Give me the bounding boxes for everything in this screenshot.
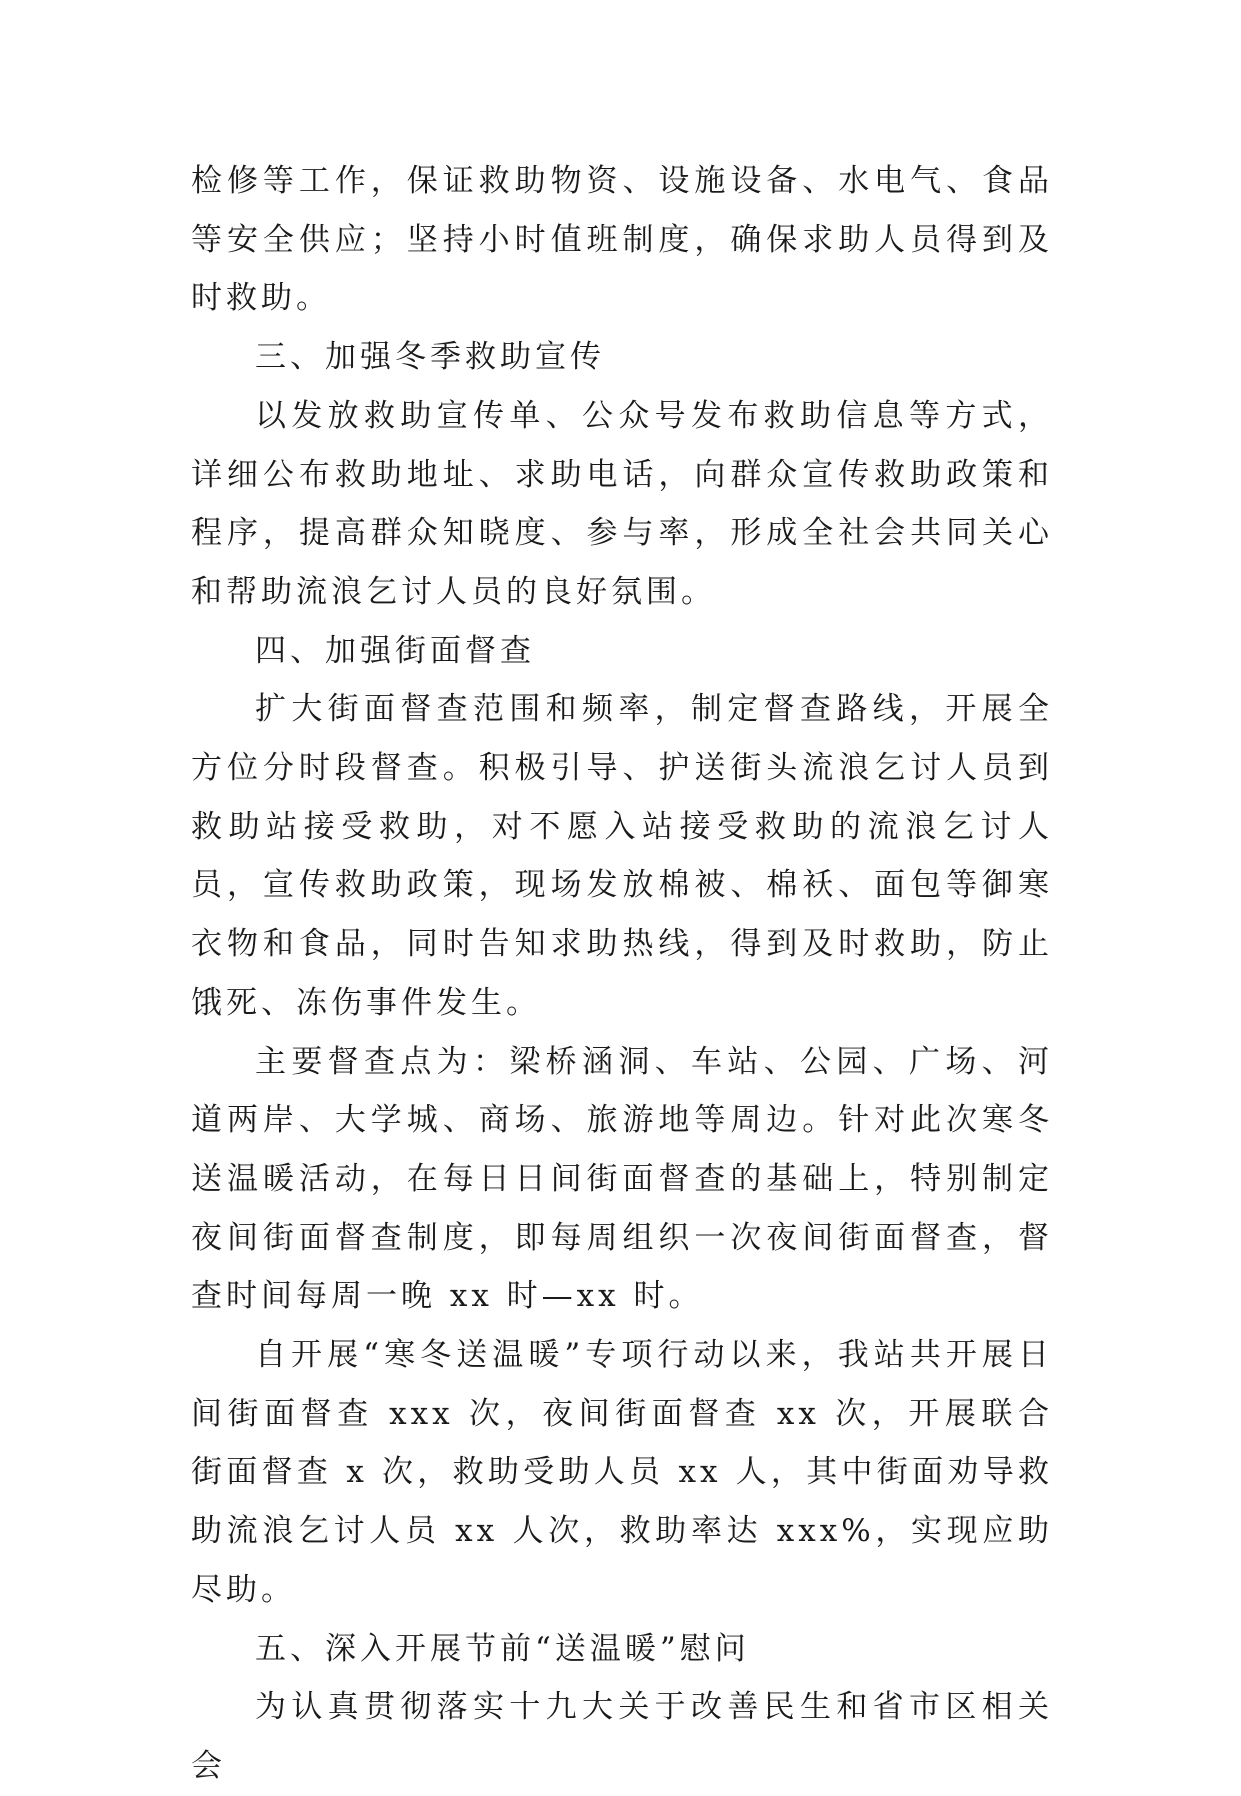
paragraph-implementation: 为认真贯彻落实十九大关于改善民生和省市区相关会	[191, 1689, 1053, 1784]
paragraph-continuation: 检修等工作，保证救助物资、设施设备、水电气、食品等安全供应；坚持小时值班制度，确保求助人员得到及时救助。	[191, 163, 1053, 317]
section-heading-4: 四、加强街面督查	[255, 632, 535, 669]
paragraph-street-inspection: 扩大街面督查范围和频率，制定督查路线，开展全方位分时段督查。积极引导、护送街头流浪乞讨人员到救助站接受救助，对不愿入站接受救助的流浪乞讨人员，宣传救助政策，现场发放棉被、棉袄、面包等御寒衣物和食品，同时告知求助热线，得到及时救助，防止饿死、冻伤事件发生。	[191, 691, 1053, 1021]
paragraph-publicity: 以发放救助宣传单、公众号发布救助信息等方式，详细公布救助地址、求助电话，向群众宣传救助政策和程序，提高群众知晓度、参与率，形成全社会共同关心和帮助流浪乞讨人员的良好氛围。	[191, 397, 1053, 610]
section-heading-3: 三、加强冬季救助宣传	[255, 339, 605, 376]
document-body	[191, 152, 1053, 1796]
paragraph-inspection-points: 主要督查点为：梁桥涵洞、车站、公园、广场、河道两岸、大学城、商场、旅游地等周边。针对此次寒冬送温暖活动，在每日日间街面督查的基础上，特别制定夜间街面督查制度，即每周组织一次夜间街面督查，督查时间每周一晚 xx 时—xx 时。	[191, 1043, 1053, 1315]
paragraph-statistics: 自开展“寒冬送温暖”专项行动以来，我站共开展日间街面督查 xxx 次，夜间街面督查 xx 次，开展联合街面督查 x 次，救助受助人员 xx 人，其中街面劝导救助流浪乞讨人员 xx 人次，救助率达 xxx%，实现应助尽助。	[191, 1337, 1053, 1608]
section-heading-5: 五、深入开展节前“送温暖”慰问	[255, 1630, 750, 1667]
